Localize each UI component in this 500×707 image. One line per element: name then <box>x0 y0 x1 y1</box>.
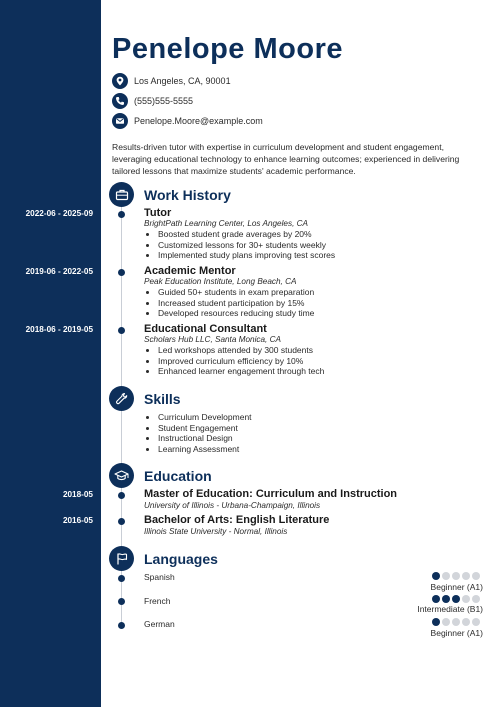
section-title-languages: Languages <box>144 551 218 567</box>
job-title: Educational Consultant <box>144 323 267 335</box>
job-dates: 2019-06 - 2022-05 <box>25 267 93 276</box>
location-text: Los Angeles, CA, 90001 <box>134 76 231 86</box>
rating-dot-filled <box>432 618 440 626</box>
rating-dot-filled <box>432 572 440 580</box>
skills-list <box>158 412 252 454</box>
rating-dot-empty <box>462 572 470 580</box>
language-rating <box>432 572 480 580</box>
section-title-work-history: Work History <box>144 187 231 203</box>
timeline-dot <box>118 492 125 499</box>
language-rating <box>432 595 480 603</box>
job-title: Academic Mentor <box>144 265 236 277</box>
list-item: • Curriculum Development <box>158 412 252 423</box>
rating-dot-filled <box>442 595 450 603</box>
section-title-skills: Skills <box>144 391 181 407</box>
timeline-dot <box>118 327 125 334</box>
list-item: • Boosted student grade averages by 20% <box>158 229 335 240</box>
list-item: • Increased student participation by 15% <box>158 298 314 309</box>
rating-dot-empty <box>472 572 480 580</box>
rating-dot-empty <box>472 618 480 626</box>
education-date: 2018-05 <box>62 490 93 499</box>
professional-summary: Results-driven tutor with expertise in curriculum development and student engagement, leveraging educational technology to enhance learning outcomes; experienced in delivering tailored lessons that maximize students' academic performance. <box>112 142 460 176</box>
phone-text: (555)555-5555 <box>134 96 194 106</box>
education-date: 2016-05 <box>62 516 93 525</box>
rating-dot-empty <box>452 572 460 580</box>
envelope-icon <box>112 113 128 129</box>
list-item: • Implemented study plans improving test scores <box>158 250 335 261</box>
rating-dot-empty <box>462 595 470 603</box>
sidebar-panel <box>0 0 101 707</box>
language-level: Beginner (A1) <box>430 582 483 592</box>
rating-dot-empty <box>462 618 470 626</box>
location-pin-icon <box>112 73 128 89</box>
rating-dot-empty <box>442 572 450 580</box>
list-item: • Improved curriculum efficiency by 10% <box>158 356 324 367</box>
timeline-dot <box>118 622 125 629</box>
language-level: Intermediate (B1) <box>417 604 483 614</box>
education-degree: Master of Education: Curriculum and Instruction <box>144 488 398 500</box>
contact-email <box>112 113 263 129</box>
education-school: Illinois State University - Normal, Illinois <box>144 527 288 536</box>
language-level: Beginner (A1) <box>430 628 483 638</box>
job-bullets <box>158 287 314 319</box>
timeline-dot <box>118 211 125 218</box>
timeline-dot <box>118 269 125 276</box>
contact-location <box>112 73 231 89</box>
job-bullets <box>158 229 335 261</box>
rating-dot-empty <box>442 618 450 626</box>
timeline-dot <box>118 598 125 605</box>
education-degree: Bachelor of Arts: English Literature <box>144 514 330 526</box>
job-company: BrightPath Learning Center, Los Angeles, CA <box>144 219 309 228</box>
flag-icon <box>109 546 134 571</box>
job-dates: 2022-06 - 2025-09 <box>25 209 93 218</box>
email-text: Penelope.Moore@example.com <box>134 116 263 126</box>
education-school: University of Illinois - Urbana-Champaign, Illinois <box>144 501 321 510</box>
rating-dot-empty <box>452 618 460 626</box>
job-dates: 2018-06 - 2019-05 <box>25 325 93 334</box>
list-item: • Student Engagement <box>158 423 252 434</box>
list-item: • Developed resources reducing study time <box>158 308 314 319</box>
timeline-dot <box>118 518 125 525</box>
candidate-name: Penelope Moore <box>112 33 343 65</box>
list-item: • Learning Assessment <box>158 444 252 455</box>
language-name: Spanish <box>144 572 175 582</box>
job-company: Scholars Hub LLC, Santa Monica, CA <box>144 335 281 344</box>
graduation-cap-icon <box>109 463 134 488</box>
language-name: French <box>144 596 171 606</box>
language-rating <box>432 618 480 626</box>
wrench-icon <box>109 386 134 411</box>
job-company: Peak Education Institute, Long Beach, CA <box>144 277 297 286</box>
rating-dot-empty <box>472 595 480 603</box>
job-title: Tutor <box>144 207 172 219</box>
timeline-dot <box>118 575 125 582</box>
list-item: • Instructional Design <box>158 433 252 444</box>
briefcase-icon <box>109 182 134 207</box>
contact-phone <box>112 93 193 109</box>
section-title-education: Education <box>144 468 212 484</box>
rating-dot-filled <box>452 595 460 603</box>
phone-icon <box>112 93 128 109</box>
job-bullets <box>158 345 324 377</box>
language-name: German <box>144 619 175 629</box>
list-item: • Customized lessons for 30+ students weekly <box>158 240 335 251</box>
list-item: • Guided 50+ students in exam preparation <box>158 287 314 298</box>
rating-dot-filled <box>432 595 440 603</box>
list-item: • Led workshops attended by 300 students <box>158 345 324 356</box>
list-item: • Enhanced learner engagement through tech <box>158 366 324 377</box>
